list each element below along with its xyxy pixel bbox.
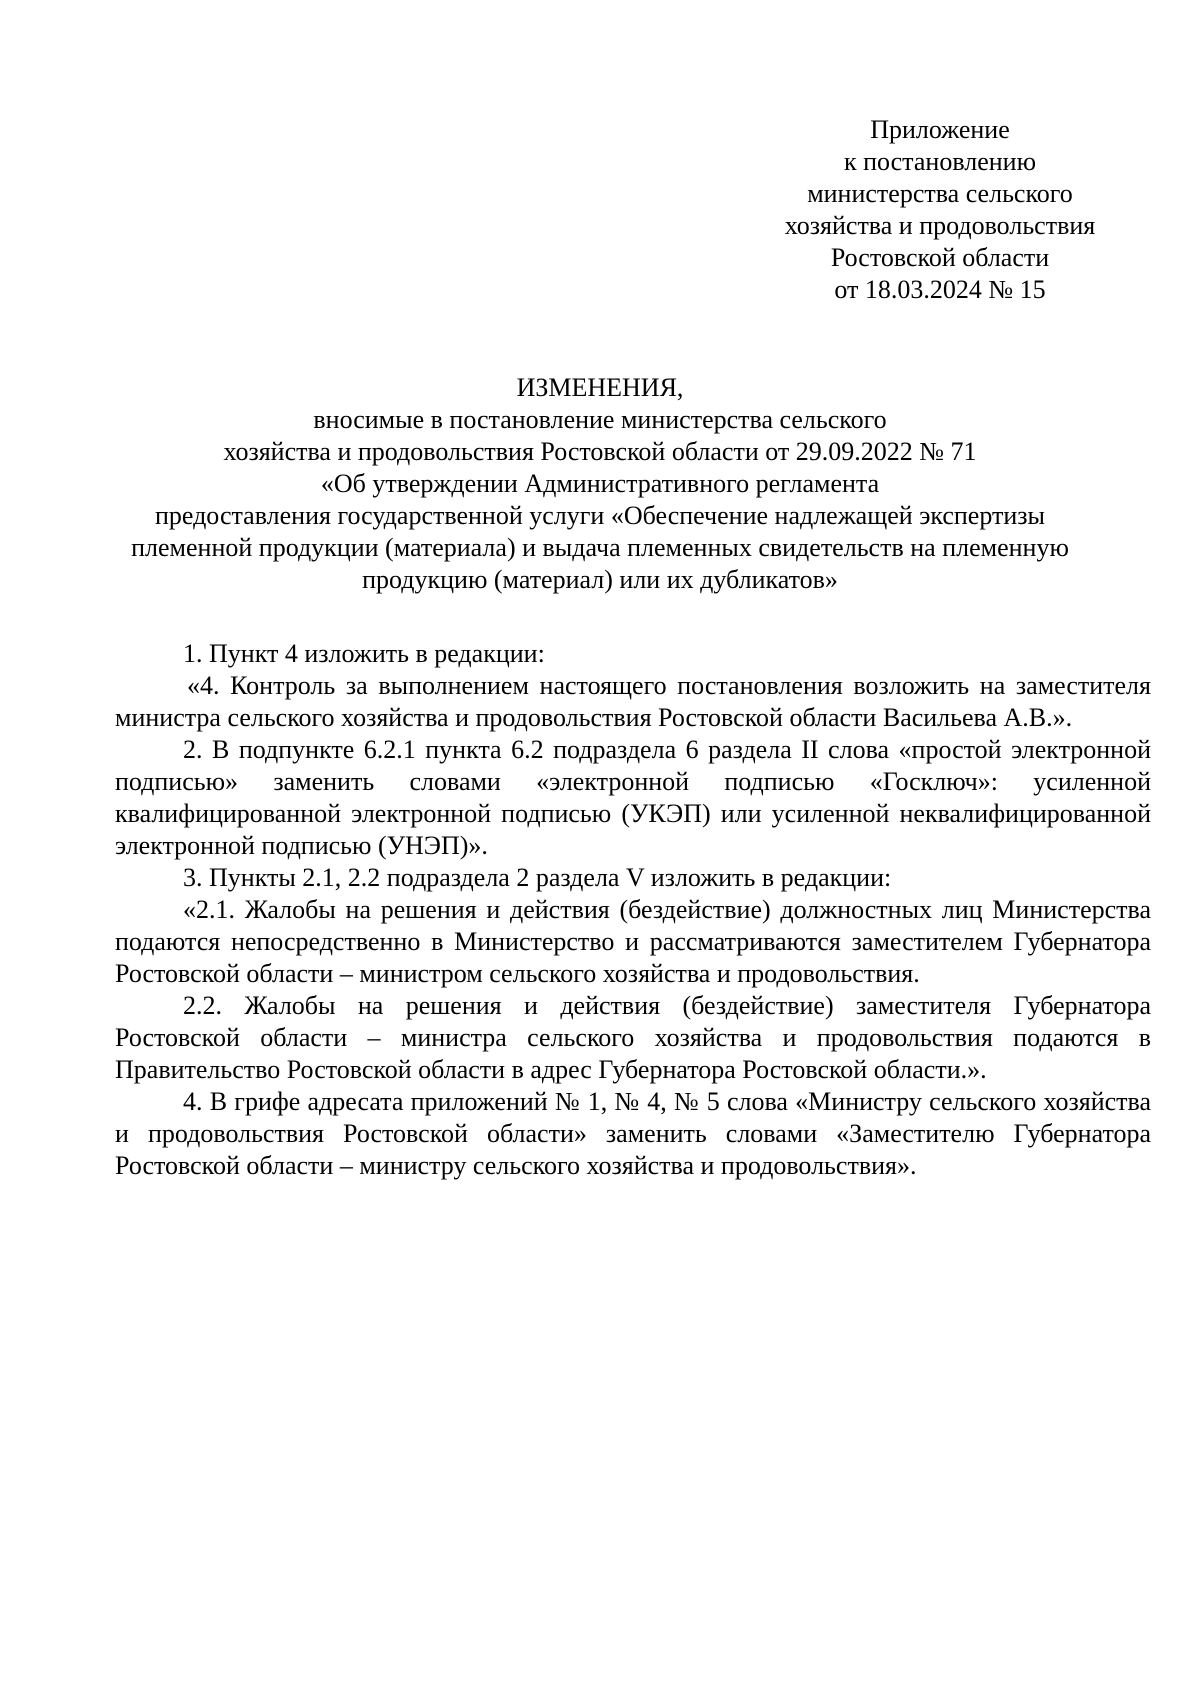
paragraph-item-3: 3. Пункты 2.1, 2.2 подраздела 2 раздела V изложить в редакции:: [183, 863, 892, 892]
document-body: [115, 638, 1151, 1182]
paragraph-item-2: 2. В подпункте 6.2.1 пункта 6.2 подраздела 6 раздела II слова «простой электронной подписью» заменить словами «электронной подписью «Госключ»: усиленной квалифицированной электронной подписью (УКЭП) или усиленной неквалифицированной электронной подписью (УНЭП)».: [115, 735, 1151, 860]
paragraph-quote-4: «4. Контроль за выполнением настоящего постановления возложить на заместителя министра сельского хозяйства и продовольствия Ростовской области Васильева А.В.».: [115, 671, 1151, 732]
appendix-line: хозяйства и продовольствия: [784, 211, 1096, 240]
paragraph-item-4: 4. В грифе адресата приложений № 1, № 4, № 5 слова «Министру сельского хозяйства и продовольствия Ростовской области» заменить словами «Заместителю Губернатора Ростовской области – министру сельского хозяйства и продовольствия».: [115, 1087, 1151, 1180]
title-line: «Об утверждении Административного регламента: [320, 469, 880, 498]
appendix-date-number: от 18.03.2024 № 15: [834, 275, 1046, 304]
appendix-line: к постановлению: [843, 147, 1037, 176]
title-line: предоставления государственной услуги «Обеспечение надлежащей экспертизы: [154, 501, 1046, 530]
title-line: хозяйства и продовольствия Ростовской области от 29.09.2022 № 71: [223, 437, 977, 466]
paragraph-quote-2-1: «2.1. Жалобы на решения и действия (бездействие) должностных лиц Министерства подаются непосредственно в Министерство и рассматриваются заместителем Губернатора Ростовской области – министром сельского хозяйства и продовольствия.: [115, 895, 1151, 988]
title-line: продукцию (материал) или их дубликатов»: [362, 565, 838, 594]
appendix-line: Ростовской области: [830, 243, 1050, 272]
title-line: племенной продукции (материала) и выдача племенных свидетельств на племенную: [131, 533, 1069, 562]
appendix-line: министерства сельского: [807, 179, 1073, 208]
title-line: вносимые в постановление министерства сельского: [313, 405, 887, 434]
paragraph-item-1: 1. Пункт 4 изложить в редакции:: [183, 639, 545, 668]
document-title: [80, 372, 1120, 596]
appendix-header: [700, 114, 1180, 306]
paragraph-quote-2-2: 2.2. Жалобы на решения и действия (бездействие) заместителя Губернатора Ростовской области – министра сельского хозяйства и продовольствия подаются в Правительство Ростовской области в адрес Губернатора Ростовской области.».: [115, 991, 1151, 1084]
title-heading: ИЗМЕНЕНИЯ,: [516, 373, 684, 402]
appendix-line: Приложение: [870, 115, 1010, 144]
